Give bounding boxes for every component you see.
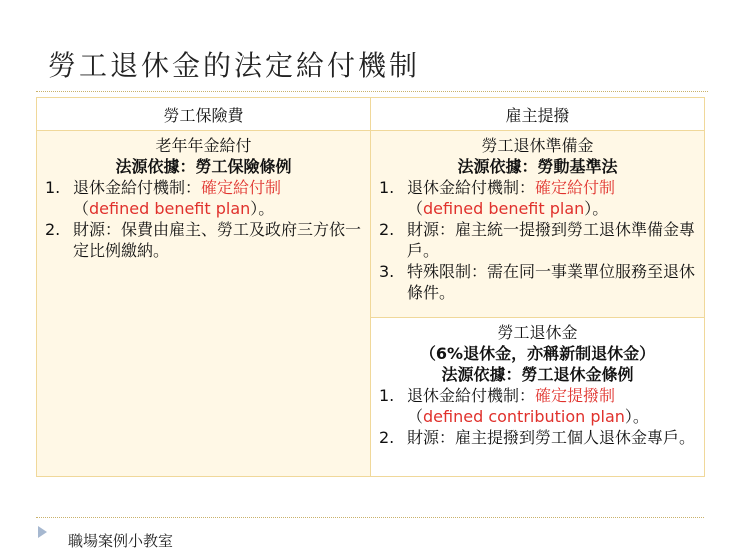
item-prefix: 退休金給付機制：	[407, 386, 536, 405]
english-term: defined benefit plan	[89, 199, 251, 218]
triangle-right-icon	[38, 526, 47, 538]
list-item	[379, 427, 696, 448]
list-item	[379, 385, 696, 427]
item-text: 財源：保費由雇主、勞工及政府三方依一定比例繳納。	[73, 220, 362, 260]
column-header-labor-insurance: 勞工保險費	[37, 98, 371, 131]
list-item	[379, 219, 696, 261]
item-number: 2.	[379, 428, 395, 447]
item-number: 1.	[379, 386, 395, 405]
legal-basis: 法源依據：勞工保險條例	[115, 157, 292, 176]
block-subtitle: （6%退休金，亦稱新制退休金）	[419, 344, 656, 363]
english-term: defined benefit plan	[423, 199, 585, 218]
retirement-reserve-cell	[371, 131, 705, 318]
slide-title: 勞工退休金的法定給付機制	[48, 49, 421, 82]
item-text: 財源：雇主提撥到勞工個人退休金專戶。	[407, 428, 696, 447]
footer-label: 職場案例小教室	[68, 532, 174, 550]
payment-mechanism-highlight: 確定提撥制	[535, 386, 616, 405]
item-prefix: 退休金給付機制：	[73, 178, 202, 197]
paren-close: ）。	[584, 199, 609, 218]
paren-open: （	[407, 407, 424, 426]
item-number: 2.	[379, 220, 395, 239]
payment-mechanism-highlight: 確定給付制	[201, 178, 282, 197]
item-number: 3.	[379, 262, 395, 281]
payment-mechanism-highlight: 確定給付制	[535, 178, 616, 197]
paren-open: （	[73, 199, 90, 218]
item-prefix: 退休金給付機制：	[407, 178, 536, 197]
list-item	[379, 261, 696, 303]
list-item	[379, 177, 696, 219]
item-number: 1.	[45, 178, 61, 197]
paren-close: ）。	[624, 407, 649, 426]
item-text: 財源：雇主統一提撥到勞工退休準備金專戶。	[407, 220, 696, 260]
legal-basis: 法源依據：勞工退休金條例	[441, 365, 634, 384]
item-text: 特殊限制：需在同一事業單位服務至退休條件。	[407, 262, 696, 302]
block-title: 老年年金給付	[155, 136, 252, 155]
item-number: 1.	[379, 178, 395, 197]
item-number: 2.	[45, 220, 61, 239]
list-item	[45, 177, 362, 219]
labor-pension-cell	[371, 318, 705, 477]
item-list	[379, 177, 696, 303]
column-header-employer-contribution: 雇主提撥	[371, 98, 705, 131]
list-item	[45, 219, 362, 261]
item-list	[379, 385, 696, 448]
item-list	[45, 177, 362, 261]
paren-open: （	[407, 199, 424, 218]
footer-divider	[36, 517, 704, 518]
old-age-pension-cell	[37, 131, 371, 477]
english-term: defined contribution plan	[423, 407, 625, 426]
block-title: 勞工退休金	[497, 323, 578, 342]
block-title: 勞工退休準備金	[481, 136, 594, 155]
paren-close: ）。	[250, 199, 275, 218]
title-divider	[36, 91, 708, 92]
comparison-table	[36, 97, 705, 477]
legal-basis: 法源依據：勞動基準法	[457, 157, 618, 176]
